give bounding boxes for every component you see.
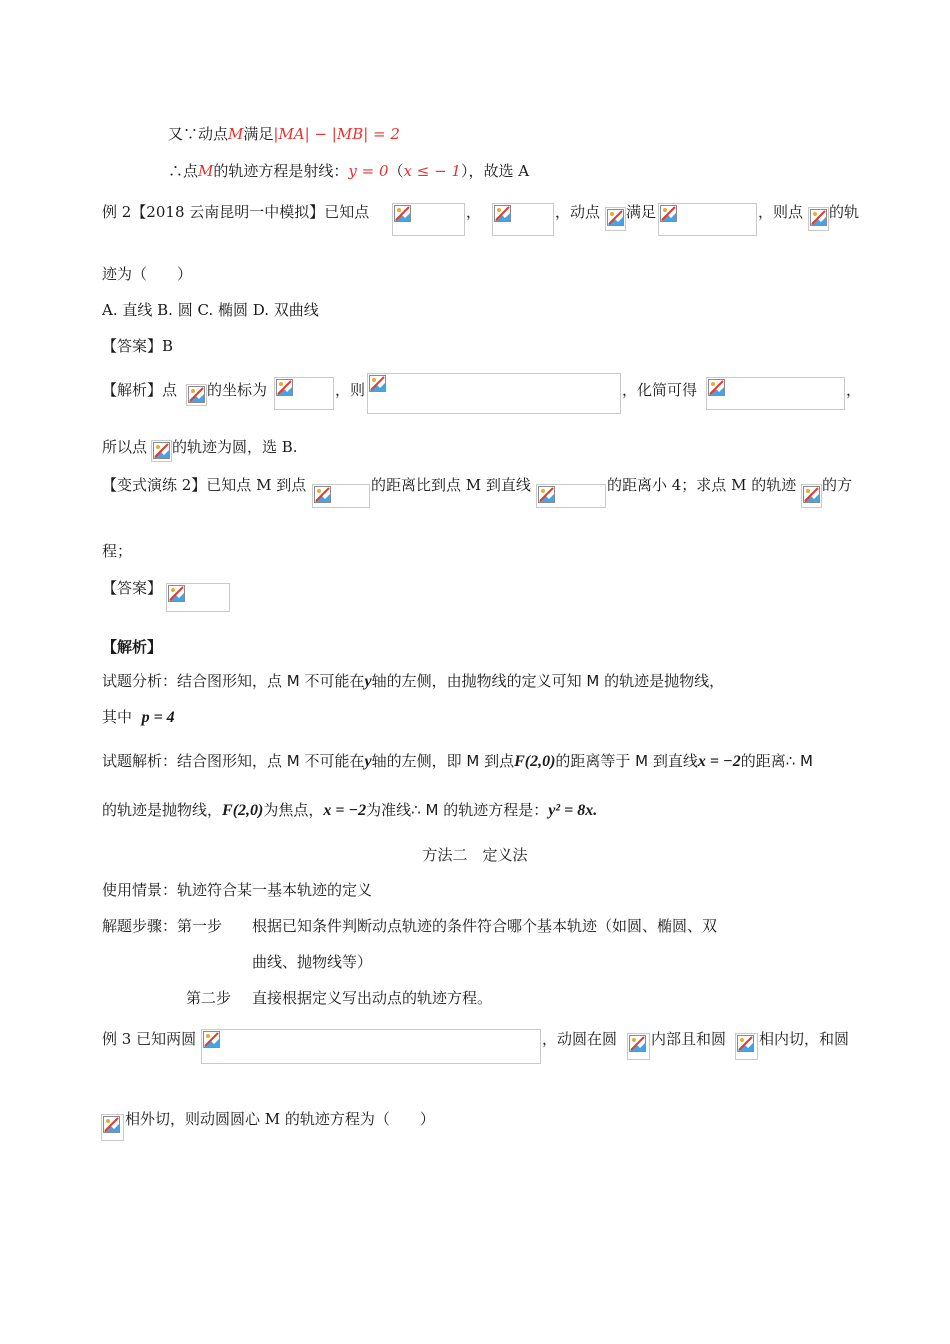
ex2-solution: 【解析】点 bbox=[102, 381, 178, 399]
math-var: y bbox=[364, 673, 372, 690]
broken-image-icon bbox=[188, 386, 205, 403]
broken-image-icon bbox=[494, 205, 511, 222]
ex2-text: ，动点 bbox=[555, 203, 601, 221]
text: ） bbox=[460, 162, 469, 180]
var2-analysis-title: 【解析】 bbox=[102, 638, 163, 656]
math-eq: p = 4 bbox=[141, 709, 175, 726]
text: ∴点 bbox=[168, 162, 199, 180]
broken-image-icon bbox=[153, 442, 170, 459]
math-eq: |MA| − |MB| = 2 bbox=[273, 125, 400, 143]
text: 又∵动点 bbox=[168, 125, 229, 143]
broken-image-icon bbox=[168, 585, 185, 602]
math-eq: F(2,0) bbox=[222, 802, 264, 819]
ex3-text: 相内切，和圆 bbox=[759, 1030, 850, 1048]
var2-answer: 【答案】 bbox=[102, 579, 163, 597]
ex3-text: 相外切，则动圆圆心 M 的轨迹方程为（ ） bbox=[125, 1110, 435, 1128]
ex1-line1 bbox=[168, 123, 400, 145]
math-eq: y² = 8x. bbox=[548, 802, 598, 819]
method-step2-label: 第二步 bbox=[186, 989, 232, 1007]
ex3-text: 内部且和圆 bbox=[651, 1030, 727, 1048]
formula-image bbox=[166, 583, 230, 612]
ex2-options: A. 直线 B. 圆 C. 椭圆 D. 双曲线 bbox=[102, 301, 319, 319]
ex2-solution: ， bbox=[846, 381, 862, 399]
text: 为准线∴ M 的轨迹方程是： bbox=[366, 801, 549, 819]
ex2-text: ， bbox=[466, 203, 482, 221]
formula-image bbox=[627, 1033, 650, 1060]
text: 的距离等于 M 到直线 bbox=[555, 752, 698, 770]
broken-image-icon bbox=[629, 1035, 646, 1052]
broken-image-icon bbox=[737, 1035, 754, 1052]
broken-image-icon bbox=[394, 205, 411, 222]
ex2-solution: ，则 bbox=[335, 381, 366, 399]
formula-image bbox=[186, 384, 207, 406]
text: 轴的左侧，由抛物线的定义可知 M 的轨迹是抛物线， bbox=[371, 672, 725, 690]
text: 的轨迹方程是射线： bbox=[213, 162, 349, 180]
formula-image bbox=[274, 377, 334, 410]
ex2-text: 迹为（ ） bbox=[102, 265, 193, 283]
text: 试题解析：结合图形知，点 M 不可能在 bbox=[102, 752, 365, 770]
ex1-line2 bbox=[168, 160, 529, 182]
formula-image bbox=[312, 484, 370, 508]
ex2-text: 例 2【2018 云南昆明一中模拟】已知点 bbox=[102, 203, 370, 221]
formula-image bbox=[101, 1114, 124, 1141]
ex2-solution: 所以点 bbox=[102, 438, 148, 456]
var2-text: 的方 bbox=[822, 476, 853, 494]
var2-text: 的距离比到点 M 到直线 bbox=[371, 476, 531, 494]
method-step2: 直接根据定义写出动点的轨迹方程。 bbox=[252, 989, 493, 1007]
ex2-text: 满足 bbox=[626, 203, 657, 221]
broken-image-icon bbox=[203, 1031, 220, 1048]
broken-image-icon bbox=[103, 1116, 120, 1133]
ex3-text: ，动圆在圆 bbox=[542, 1030, 618, 1048]
ex3-text: 例 3 已知两圆 bbox=[102, 1030, 197, 1048]
text: 轴的左侧，即 M 到点 bbox=[371, 752, 515, 770]
text: 试题分析：结合图形知，点 M 不可能在 bbox=[102, 672, 365, 690]
formula-image bbox=[808, 207, 829, 231]
formula-image bbox=[536, 484, 606, 508]
math-eq: F(2,0) bbox=[514, 753, 556, 770]
formula-image bbox=[706, 377, 845, 410]
text: 的轨迹是抛物线， bbox=[102, 801, 223, 819]
text: （ bbox=[388, 162, 404, 180]
broken-image-icon bbox=[803, 486, 820, 503]
method-steps-label: 解题步骤：第一步 bbox=[102, 917, 223, 935]
math-var: M bbox=[198, 162, 214, 180]
formula-image bbox=[392, 203, 465, 236]
math-eq: x = −2 bbox=[697, 753, 741, 770]
broken-image-icon bbox=[708, 379, 725, 396]
ex2-solution: 的轨迹为圆，选 B. bbox=[172, 438, 298, 456]
math-var: M bbox=[228, 125, 244, 143]
var2-solution-line1 bbox=[102, 750, 813, 773]
formula-image bbox=[605, 207, 626, 231]
method-step1: 曲线、抛物线等） bbox=[252, 953, 373, 971]
text: 的距离∴ M bbox=[740, 752, 813, 770]
broken-image-icon bbox=[369, 375, 386, 392]
broken-image-icon bbox=[607, 209, 624, 226]
ex2-answer: 【答案】B bbox=[102, 337, 174, 355]
section-heading: 方法二 定义法 bbox=[422, 846, 528, 864]
text: 其中 bbox=[102, 708, 133, 726]
ex2-solution: ，化简可得 bbox=[622, 381, 698, 399]
broken-image-icon bbox=[276, 379, 293, 396]
method-usage: 使用情景：轨迹符合某一基本轨迹的定义 bbox=[102, 881, 373, 899]
math-eq: x = −2 bbox=[323, 802, 367, 819]
var2-analysis-line1 bbox=[102, 670, 724, 693]
formula-image bbox=[367, 373, 621, 414]
broken-image-icon bbox=[314, 486, 331, 503]
var2-text: 【变式演练 2】已知点 M 到点 bbox=[102, 476, 307, 494]
var2-text: 程； bbox=[102, 542, 133, 560]
math-var: y bbox=[364, 753, 372, 770]
var2-solution-line2 bbox=[102, 799, 597, 822]
text: 满足 bbox=[243, 125, 274, 143]
formula-image bbox=[492, 203, 554, 236]
var2-analysis-line2 bbox=[102, 706, 175, 729]
broken-image-icon bbox=[660, 205, 677, 222]
ex2-text: ，则点 bbox=[758, 203, 804, 221]
text: ，故选 A bbox=[468, 162, 530, 180]
formula-image bbox=[658, 203, 757, 236]
method-step1: 根据已知条件判断动点轨迹的条件符合哪个基本轨迹（如圆、椭圆、双 bbox=[252, 917, 718, 935]
ex2-text: 的轨 bbox=[829, 203, 860, 221]
var2-text: 的距离小 4；求点 M 的轨迹 bbox=[607, 476, 797, 494]
formula-image bbox=[801, 484, 822, 508]
ex2-solution: 的坐标为 bbox=[207, 381, 268, 399]
formula-image bbox=[735, 1033, 758, 1060]
formula-image bbox=[151, 440, 172, 462]
formula-image bbox=[201, 1029, 541, 1064]
math-eq: y = 0 bbox=[348, 162, 389, 180]
broken-image-icon bbox=[810, 209, 827, 226]
broken-image-icon bbox=[538, 486, 555, 503]
math-eq: x ≤ − 1 bbox=[403, 162, 461, 180]
text: 为焦点， bbox=[263, 801, 324, 819]
